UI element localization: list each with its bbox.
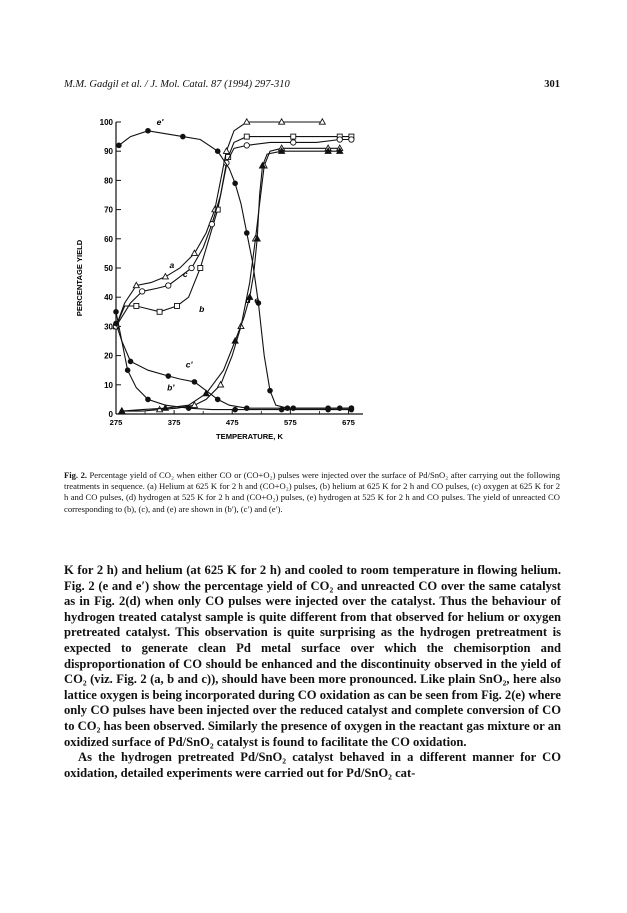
- square-marker: [157, 309, 162, 314]
- circle-marker: [209, 222, 214, 227]
- chart-axes: [75, 118, 363, 441]
- filled-marker: [128, 359, 133, 364]
- square-marker: [198, 266, 203, 271]
- figure-2: [30, 108, 400, 460]
- series-label-bp: b': [167, 382, 175, 393]
- series-label-ep: e': [156, 116, 164, 127]
- filled-marker: [146, 128, 151, 133]
- filled-marker: [114, 321, 119, 326]
- series-label-b: b: [199, 303, 205, 314]
- filled-marker: [268, 388, 273, 393]
- filled-marker: [244, 231, 249, 236]
- y-tick-label: 90: [104, 147, 113, 157]
- paragraph-2: As the hydrogen pretreated Pd/SnO₂ catalyst behaved in a different manner for CO oxidation, detailed experiments were carried out for Pd/SnO₂ cat-: [64, 750, 561, 780]
- filled-marker: [192, 379, 197, 384]
- y-tick-label: 60: [104, 234, 113, 244]
- y-tick-label: 10: [104, 380, 113, 390]
- series-d: [119, 145, 343, 413]
- series-e: [119, 148, 343, 413]
- chart-series: [113, 116, 354, 413]
- series-c: [113, 137, 354, 329]
- y-axis-label: PERCENTAGE YIELD: [75, 239, 84, 317]
- running-header: [64, 79, 560, 95]
- y-tick-label: 50: [104, 264, 113, 273]
- y-tick-label: 40: [104, 293, 113, 303]
- triangle-marker: [223, 148, 229, 153]
- header-citation: M.M. Gadgil et al. / J. Mol. Catal. 87 (1994) 297-310: [64, 79, 290, 90]
- circle-marker: [189, 265, 194, 270]
- square-marker: [134, 303, 139, 308]
- y-tick-label: 80: [104, 176, 113, 186]
- series-label-a: a: [169, 260, 175, 270]
- x-axis-label: TEMPERATURE, K: [216, 432, 283, 441]
- circle-marker: [337, 137, 342, 142]
- filled-marker: [186, 406, 191, 411]
- y-tick-label: 0: [108, 410, 113, 419]
- y-tick-label: 100: [99, 118, 113, 127]
- filled-marker: [349, 406, 354, 411]
- y-tick-label: 30: [104, 322, 113, 332]
- filled-marker: [244, 406, 249, 411]
- x-tick-label: 675: [342, 418, 355, 427]
- series-b: [114, 134, 354, 329]
- yield-chart: [30, 108, 400, 460]
- triangle-marker: [162, 274, 168, 279]
- series-label-e: e: [254, 295, 260, 306]
- filled-marker: [114, 309, 119, 314]
- filled-marker: [233, 181, 238, 186]
- triangle-marker: [191, 250, 197, 255]
- circle-marker: [291, 140, 296, 145]
- circle-marker: [349, 137, 354, 142]
- filled-marker: [326, 406, 331, 411]
- filled-marker: [117, 143, 122, 148]
- triangle-marker: [218, 382, 224, 387]
- circle-marker: [166, 283, 171, 288]
- caption-text: Percentage yield of CO₂ when either CO or (CO+O₂) pulses were injected over the surface of Pd/SnO₂ after carrying out the following treatments in sequence. (a) Helium at 625 K for 2 h and (CO+O₂) pulses, (b) helium at 625 K for 2 h and CO pulses, (c) oxygen at 625 K for 2 h and CO pulses, (d) hydrogen at 525 K for 2 h and (CO+O₂) pulses, (e) hydrogen at 525 K for 2 h and CO pulses. The yield of unreacted CO corresponding to (b), (c), and (e) are shown in (b′), (c′) and (e′).: [64, 470, 560, 514]
- filled-marker: [215, 149, 220, 154]
- x-tick-label: 275: [109, 418, 123, 427]
- series-line: [116, 324, 351, 409]
- series-label-d: d: [245, 295, 251, 306]
- paragraph-1: K for 2 h) and helium (at 625 K for 2 h) and cooled to room temperature in flowing helium. Fig. 2 (e and e′) show the percentage yield of CO₂ and unreacted CO over the same catalyst as in Fig. 2(d) when only CO pulses were injected over the catalyst. Thus the behaviour of hydrogen treated catalyst sample is quite different from that observed for helium or oxygen pretreated catalyst. This observation is quite surprising as the hydrogen pretreatment is expected to generate clean Pd metal surface over which the chemisorption and disproportionation of CO should be enhanced and the discontinuity observed in the yield of CO₂ (viz. Fig. 2 (a, b and c)), should have been more pronounced. Like plain SnO₂, here also lattice oxygen is being incorporated during CO oxidation as can be seen from Fig. 2(e) where only CO pulses have been injected over the reduced catalyst and complete conversion of CO to CO₂ has been observed. Similarly the presence of oxygen in the reactant gas mixture or an oxidized surface of Pd/SnO₂ catalyst is found to facilitate the CO oxidation.: [64, 563, 561, 749]
- chart-labels: [157, 117, 260, 393]
- series-line: [116, 312, 351, 410]
- series-c-prime: [114, 321, 354, 410]
- filled-marker: [215, 397, 220, 402]
- page-number: 301: [544, 79, 560, 90]
- x-tick-label: 375: [167, 418, 181, 427]
- series-label-c: c: [182, 268, 188, 279]
- square-marker: [175, 303, 180, 308]
- circle-marker: [244, 143, 249, 148]
- y-tick-label: 70: [104, 205, 113, 215]
- series-line: [116, 137, 351, 327]
- filled-marker: [285, 406, 290, 411]
- caption-label: Fig. 2.: [64, 470, 88, 480]
- x-tick-label: 475: [225, 418, 239, 427]
- square-marker: [291, 134, 296, 139]
- x-tick-label: 575: [284, 418, 297, 427]
- series-e-prime: [117, 128, 354, 410]
- filled-marker: [146, 397, 151, 402]
- series-line: [116, 140, 351, 327]
- series-label-cp: c': [185, 359, 193, 370]
- y-tick-label: 20: [104, 351, 113, 361]
- filled-marker: [180, 134, 185, 139]
- series-b-prime: [114, 309, 354, 412]
- filled-marker: [166, 374, 171, 379]
- circle-marker: [139, 289, 144, 294]
- series-line: [119, 131, 352, 408]
- filled-marker: [233, 407, 238, 412]
- figure-caption: [64, 470, 560, 515]
- body-text: [64, 563, 561, 781]
- filled-marker: [125, 368, 130, 373]
- square-marker: [244, 134, 249, 139]
